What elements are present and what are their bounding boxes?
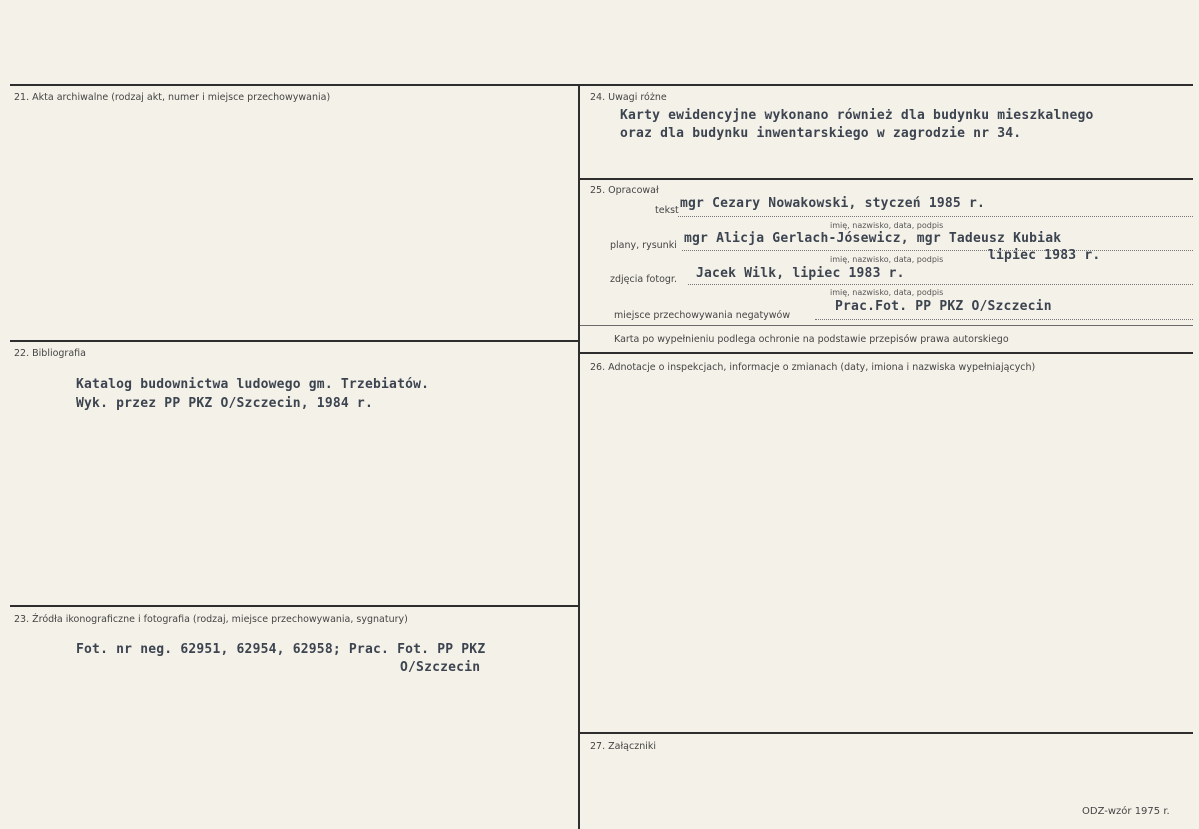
- plany-value: mgr Alicja Gerlach-Jósewicz, mgr Tadeusz Kubiak: [684, 231, 1062, 246]
- plany-hint: imię, nazwisko, data, podpis: [830, 255, 944, 264]
- section-27-label: 27. Załączniki: [590, 741, 656, 752]
- divider-21-22: [10, 340, 580, 342]
- iconography-line-2: O/Szczecin: [400, 660, 481, 675]
- section-21-label: 21. Akta archiwalne (rodzaj akt, numer i miejsce przechowywania): [14, 92, 331, 103]
- section-26-label: 26. Adnotacje o inspekcjach, informacje o zmianach (daty, imiona i nazwiska wypełniających): [590, 362, 1036, 373]
- tekst-value: mgr Cezary Nowakowski, styczeń 1985 r.: [680, 196, 986, 211]
- divider-24-25: [580, 178, 1193, 180]
- zdjecia-dotted-line: [688, 284, 1193, 285]
- bibliography-line-2: Wyk. przez PP PKZ O/Szczecin, 1984 r.: [76, 396, 373, 411]
- section-25-label: 25. Opracował: [590, 185, 659, 196]
- section-24-label: 24. Uwagi różne: [590, 92, 667, 103]
- divider-25-26: [580, 352, 1193, 354]
- tekst-label: tekst: [655, 205, 679, 216]
- plany-label: plany, rysunki: [610, 240, 677, 251]
- plany-date: lipiec 1983 r.: [988, 248, 1101, 263]
- iconography-line-1: Fot. nr neg. 62951, 62954, 62958; Prac. Fot. PP PKZ: [76, 642, 486, 657]
- tekst-dotted-line: [678, 216, 1193, 217]
- remarks-line-2: oraz dla budynku inwentarskiego w zagrodzie nr 34.: [620, 126, 1022, 141]
- center-divider-line: [578, 84, 580, 829]
- divider-26-27: [580, 732, 1193, 734]
- plany-dotted-line: [682, 250, 1193, 251]
- zdjecia-hint: imię, nazwisko, data, podpis: [830, 288, 944, 297]
- form-id-footer: ODZ-wzór 1975 r.: [1082, 806, 1170, 817]
- section-22-label: 22. Bibliografia: [14, 348, 86, 359]
- miejsce-label: miejsce przechowywania negatywów: [614, 310, 791, 321]
- copyright-note: Karta po wypełnieniu podlega ochronie na podstawie przepisów prawa autorskiego: [614, 334, 1009, 345]
- zdjecia-value: Jacek Wilk, lipiec 1983 r.: [696, 266, 905, 281]
- miejsce-value: Prac.Fot. PP PKZ O/Szczecin: [835, 299, 1052, 314]
- bibliography-line-1: Katalog budownictwa ludowego gm. Trzebiatów.: [76, 377, 430, 392]
- top-border-line: [10, 84, 1193, 86]
- divider-22-23: [10, 605, 580, 607]
- remarks-line-1: Karty ewidencyjne wykonano również dla budynku mieszkalnego: [620, 108, 1094, 123]
- divider-25-note: [580, 325, 1193, 326]
- tekst-hint: imię, nazwisko, data, podpis: [830, 221, 944, 230]
- zdjecia-label: zdjęcia fotogr.: [610, 274, 677, 285]
- section-23-label: 23. Źródła ikonograficzne i fotografia (rodzaj, miejsce przechowywania, sygnatury): [14, 614, 408, 625]
- miejsce-dotted-line: [815, 319, 1193, 320]
